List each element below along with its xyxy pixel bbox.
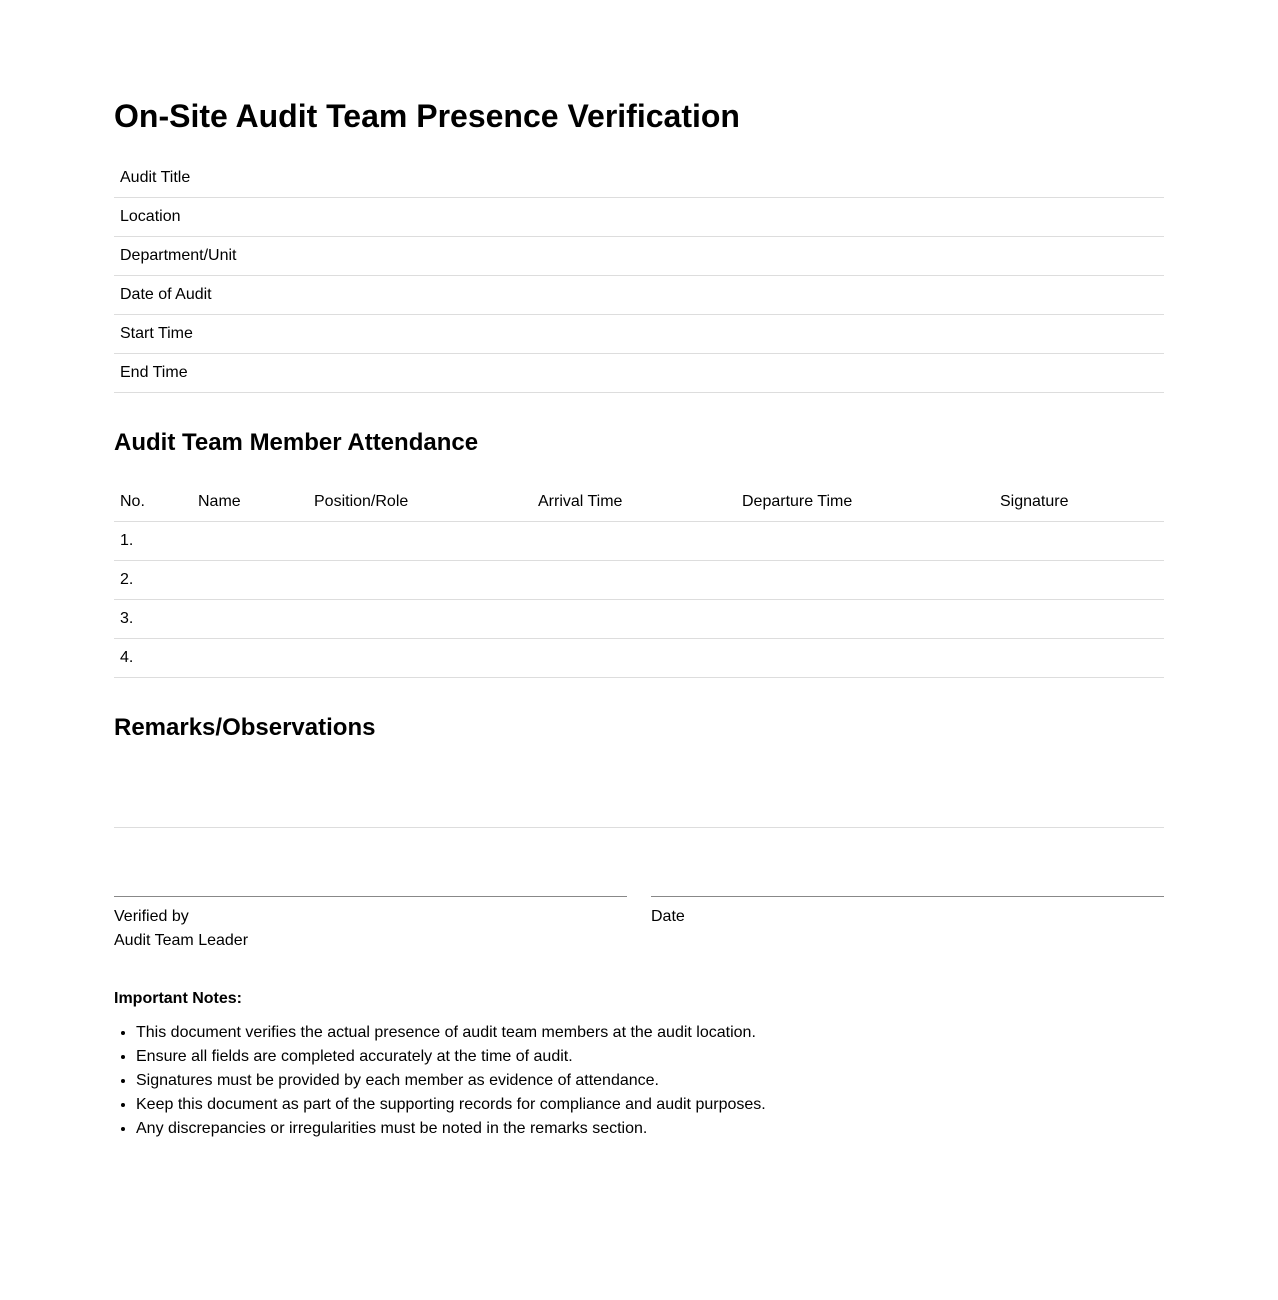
info-label: Date of Audit [114,276,1164,315]
departure-cell[interactable] [736,561,994,600]
list-item: • Signatures must be provided by each member as evidence of attendance. [136,1069,1164,1093]
info-label: Department/Unit [114,237,1164,276]
attendance-table [114,483,1164,678]
info-row-date [114,276,1164,315]
important-notes [114,987,1164,1141]
row-number: 1. [114,522,192,561]
column-header-arrival: Arrival Time [532,483,736,522]
position-cell[interactable] [308,522,532,561]
signature-cell[interactable] [994,561,1164,600]
audit-info-table [114,159,1164,393]
departure-cell[interactable] [736,639,994,678]
remarks-field[interactable] [114,759,1164,828]
departure-cell[interactable] [736,522,994,561]
date-block [651,896,1164,953]
arrival-cell[interactable] [532,600,736,639]
table-row [114,639,1164,678]
arrival-cell[interactable] [532,522,736,561]
signature-cell[interactable] [994,600,1164,639]
signature-cell[interactable] [994,639,1164,678]
verified-by-block [114,896,627,953]
document-title: On-Site Audit Team Presence Verification [114,98,740,134]
info-label: Audit Title [114,159,1164,198]
info-row-start-time [114,315,1164,354]
row-number: 3. [114,600,192,639]
column-header-position: Position/Role [308,483,532,522]
remarks-heading: Remarks/Observations [114,714,376,741]
info-label: Location [114,198,1164,237]
info-row-end-time [114,354,1164,393]
table-row [114,561,1164,600]
document-page [114,0,1164,1141]
name-cell[interactable] [192,639,308,678]
list-item: • Ensure all fields are completed accurately at the time of audit. [136,1045,1164,1069]
table-row [114,600,1164,639]
position-cell[interactable] [308,600,532,639]
signature-cell[interactable] [994,522,1164,561]
notes-list [114,1021,1164,1141]
list-item: • Any discrepancies or irregularities must be noted in the remarks section. [136,1117,1164,1141]
list-item: • This document verifies the actual presence of audit team members at the audit location. [136,1021,1164,1045]
name-cell[interactable] [192,522,308,561]
row-number: 2. [114,561,192,600]
signature-section [114,896,1164,953]
row-number: 4. [114,639,192,678]
info-row-department [114,237,1164,276]
position-cell[interactable] [308,561,532,600]
info-label: Start Time [114,315,1164,354]
arrival-cell[interactable] [532,639,736,678]
info-row-audit-title [114,159,1164,198]
info-row-location [114,198,1164,237]
arrival-cell[interactable] [532,561,736,600]
column-header-name: Name [192,483,308,522]
notes-title: Important Notes: [114,990,242,1007]
position-cell[interactable] [308,639,532,678]
attendance-heading: Audit Team Member Attendance [114,429,479,456]
date-label: Date [651,908,685,925]
table-row [114,522,1164,561]
departure-cell[interactable] [736,600,994,639]
verified-by-role: Audit Team Leader [114,932,249,949]
verified-by-label: Verified by [114,908,189,925]
list-item: • Keep this document as part of the supporting records for compliance and audit purposes. [136,1093,1164,1117]
info-label: End Time [114,354,1164,393]
attendance-header-row [114,483,1164,522]
name-cell[interactable] [192,561,308,600]
column-header-signature: Signature [994,483,1164,522]
column-header-departure: Departure Time [736,483,994,522]
name-cell[interactable] [192,600,308,639]
column-header-no: No. [114,483,192,522]
